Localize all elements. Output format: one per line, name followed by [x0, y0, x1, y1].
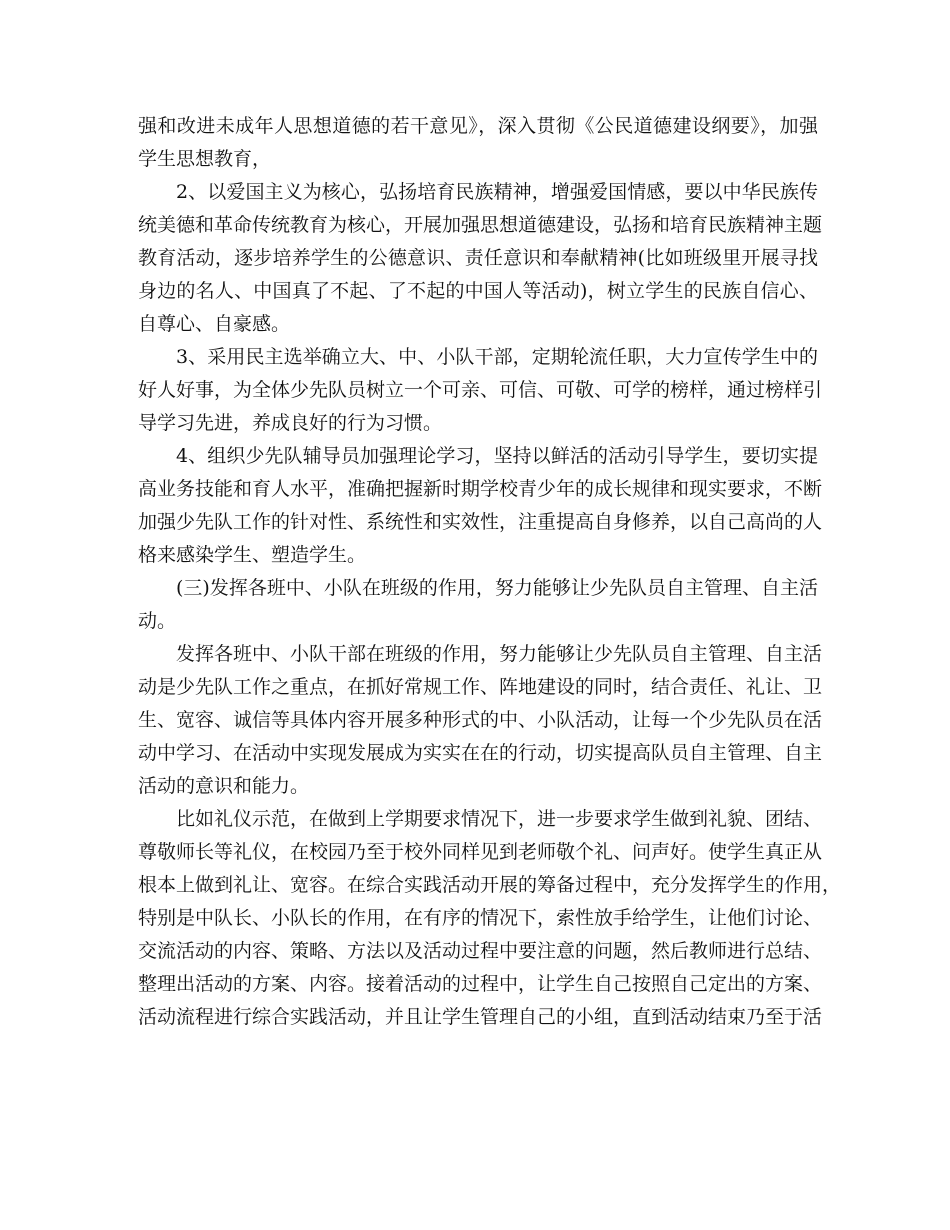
text-line: 整理出活动的方案、内容。接着活动的过程中，让学生自己按照自己定出的方案、 — [138, 973, 823, 995]
text-line: 生、宽容、诚信等具体内容开展多种形式的中、小队活动，让每一个少先队员在活 — [138, 709, 823, 731]
text-line: 加强少先队工作的针对性、系统性和实效性，注重提高自身修养，以自己高尚的人 — [138, 511, 823, 533]
document-body — [138, 110, 842, 1034]
text-line: 发挥各班中、小队干部在班级的作用，努力能够让少先队员自主管理、自主活 — [176, 643, 823, 665]
text-line: 尊敬师长等礼仪，在校园乃至于校外同样见到老师敬个礼、问声好。使学生真正从 — [138, 841, 823, 863]
paragraph — [138, 176, 823, 341]
paragraph — [138, 638, 823, 803]
text-line: 好人好事，为全体少先队员树立一个可亲、可信、可敬、可学的榜样，通过榜样引 — [138, 379, 823, 401]
text-line: 教育活动，逐步培养学生的公德意识、责任意识和奉献精神(比如班级里开展寻找 — [138, 247, 818, 269]
text-line: 3、采用民主选举确立大、中、小队干部，定期轮流任职，大力宣传学生中的 — [176, 346, 818, 368]
text-line: 学生思想教育， — [138, 148, 272, 170]
text-line: 4、组织少先队辅导员加强理论学习，坚持以鲜活的活动引导学生，要切实提 — [176, 445, 818, 467]
text-line: 活动流程进行综合实践活动，并且让学生管理自己的小组，直到活动结束乃至于活 — [138, 1006, 823, 1028]
paragraph — [138, 341, 823, 440]
text-line: 导学习先进，养成良好的行为习惯。 — [138, 412, 443, 434]
text-line: 2、以爱国主义为核心，弘扬培育民族精神，增强爱国情感，要以中华民族传 — [176, 181, 818, 203]
text-line: (三)发挥各班中、小队在班级的作用，努力能够让少先队员自主管理、自主活 — [176, 577, 818, 599]
text-line: 根本上做到礼让、宽容。在综合实践活动开展的筹备过程中，充分发挥学生的作用， — [138, 874, 842, 896]
text-line: 强和改进未成年人思想道德的若干意见》，深入贯彻《公民道德建设纲要》，加强 — [138, 115, 818, 137]
text-line: 自尊心、自豪感。 — [138, 313, 291, 335]
text-line: 特别是中队长、小队长的作用，在有序的情况下，索性放手给学生，让他们讨论、 — [138, 907, 823, 929]
text-line: 动。 — [138, 610, 177, 632]
paragraph — [138, 572, 818, 638]
paragraph — [138, 803, 842, 1034]
text-line: 交流活动的内容、策略、方法以及活动过程中要注意的问题，然后教师进行总结、 — [138, 940, 823, 962]
text-line: 高业务技能和育人水平，准确把握新时期学校青少年的成长规律和现实要求，不断 — [138, 478, 823, 500]
text-line: 动中学习、在活动中实现发展成为实实在在的行动，切实提高队员自主管理、自主 — [138, 742, 823, 764]
text-line: 活动的意识和能力。 — [138, 775, 310, 797]
text-line: 格来感染学生、塑造学生。 — [138, 544, 367, 566]
text-line: 动是少先队工作之重点，在抓好常规工作、阵地建设的同时，结合责任、礼让、卫 — [138, 676, 823, 698]
paragraph — [138, 110, 818, 176]
paragraph — [138, 440, 823, 572]
text-line: 身边的名人、中国真了不起、了不起的中国人等活动)，树立学生的民族自信心、 — [138, 280, 818, 302]
text-line: 比如礼仪示范，在做到上学期要求情况下，进一步要求学生做到礼貌、团结、 — [176, 808, 823, 830]
text-line: 统美德和革命传统教育为核心，开展加强思想道德建设，弘扬和培育民族精神主题 — [138, 214, 823, 236]
